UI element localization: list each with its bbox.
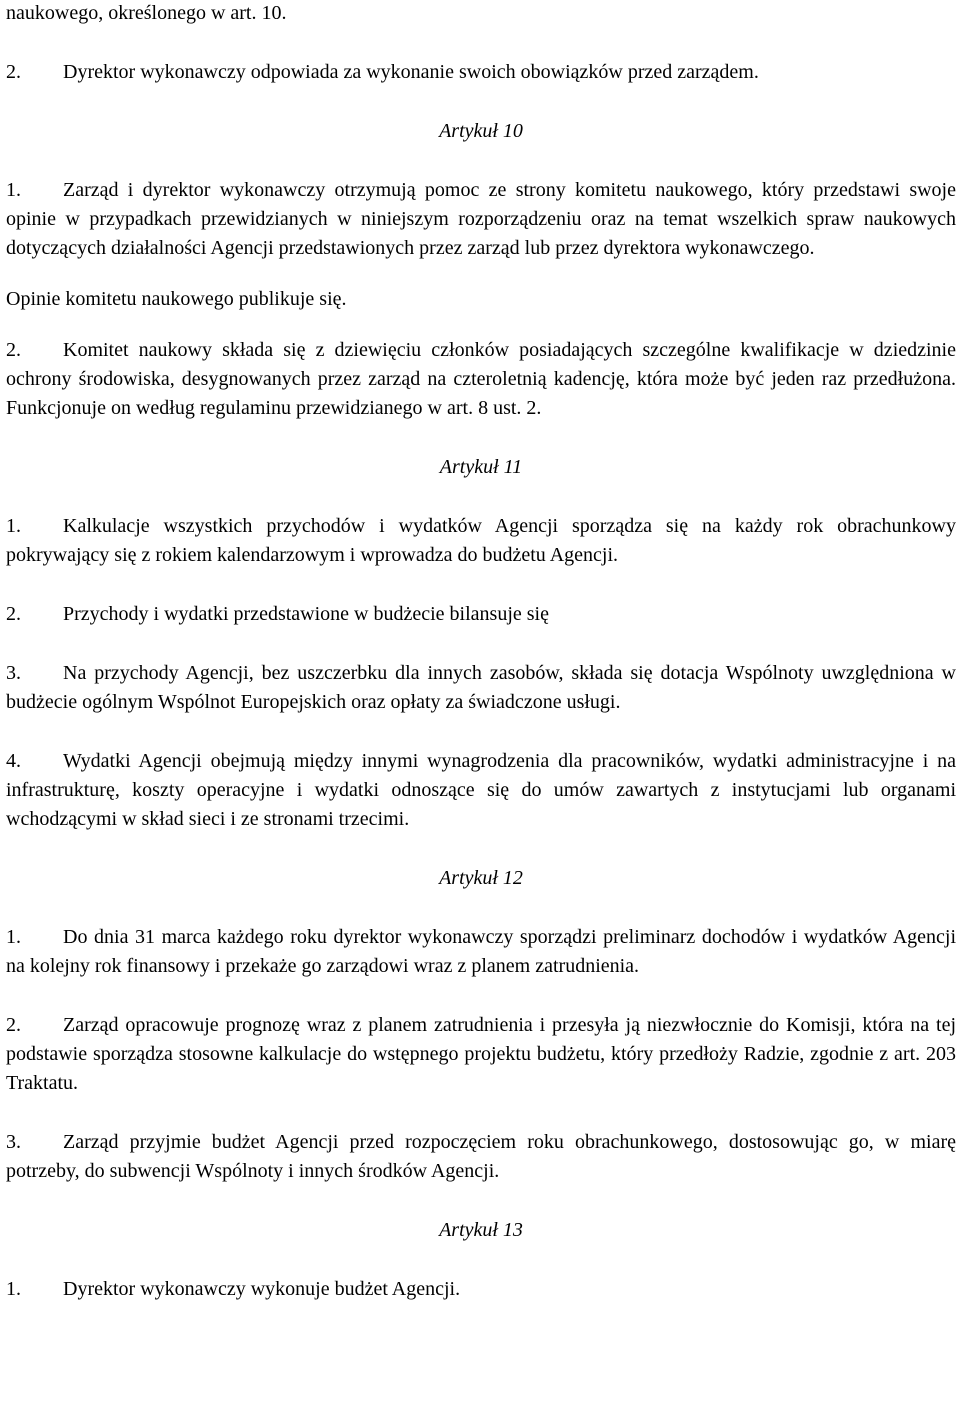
art12-paragraph-3 (6, 1128, 956, 1186)
art13-paragraph-1 (6, 1275, 956, 1304)
paragraph-number: 3. (6, 1131, 21, 1153)
article-13-heading: Artykuł 13 (439, 1219, 523, 1241)
article-10-heading: Artykuł 10 (439, 120, 523, 142)
art12-paragraph-2 (6, 1011, 956, 1098)
art11-paragraph-4 (6, 747, 956, 834)
paragraph-number: 1. (6, 179, 21, 201)
paragraph-text: Przychody i wydatki przedstawione w budżecie bilansuje się (63, 603, 549, 625)
art10-paragraph-2 (6, 336, 956, 423)
paragraph-number: 2. (6, 603, 21, 625)
paragraph-text: Dyrektor wykonawczy odpowiada za wykonanie swoich obowiązków przed zarządem. (63, 61, 759, 83)
paragraph-number: 3. (6, 662, 21, 684)
paragraph-number: 2. (6, 61, 21, 83)
art11-paragraph-2 (6, 600, 956, 629)
paragraph-text: Do dnia 31 marca każdego roku dyrektor wykonawczy sporządzi preliminarz dochodów i wydatków Agencji na kolejny rok finansowy i przekaże go zarządowi wraz z planem zatrudnienia. (6, 926, 956, 977)
art10-paragraph-1 (6, 176, 956, 263)
art11-paragraph-3 (6, 659, 956, 717)
paragraph-text: Opinie komitetu naukowego publikuje się. (6, 288, 347, 310)
paragraph-number: 1. (6, 515, 21, 537)
paragraph-text: Zarząd opracowuje prognozę wraz z planem zatrudnienia i przesyła ją niezwłocznie do Komisji, która na tej podstawie sporządza stosowne kalkulacje do wstępnego projektu budżetu, który przedłoży Radzie, zgodnie z art. 203 Traktatu. (6, 1014, 956, 1094)
paragraph-text: Kalkulacje wszystkich przychodów i wydatków Agencji sporządza się na każdy rok obrachunkowy pokrywający się z rokiem kalendarzowym i wprowadza do budżetu Agencji. (6, 515, 956, 566)
paragraph-number: 4. (6, 750, 21, 772)
paragraph-text: Na przychody Agencji, bez uszczerbku dla innych zasobów, składa się dotacja Wspólnoty uwzględniona w budżecie ogólnym Wspólnot Europejskich oraz opłaty za świadczone usługi. (6, 662, 956, 713)
paragraph-text: Wydatki Agencji obejmują między innymi wynagrodzenia dla pracowników, wydatki administracyjne i na infrastrukturę, koszty operacyjne i wydatki odnoszące się do umów zawartych z instytucjami lub organami wchodzącymi w skład sieci i ze stronami trzecimi. (6, 750, 956, 830)
paragraph-text: Komitet naukowy składa się z dziewięciu członków posiadających szczególne kwalifikacje w dziedzinie ochrony środowiska, desygnowanych przez zarząd na czteroletnią kadencję, która może być jeden raz przedłużona. Funkcjonuje on według regulaminu przewidzianego w art. 8 ust. 2. (6, 339, 956, 419)
paragraph-number: 2. (6, 339, 21, 361)
intro-text: naukowego, określonego w art. 10. (6, 2, 287, 24)
paragraph-text: Zarząd przyjmie budżet Agencji przed rozpoczęciem roku obrachunkowego, dostosowując go, w miarę potrzeby, do subwencji Wspólnoty i innych środków Agencji. (6, 1131, 956, 1182)
article-11-heading: Artykuł 11 (439, 456, 523, 478)
art10-paragraph-1-note (6, 285, 956, 314)
art9-paragraph-2 (6, 58, 956, 87)
article-12-heading: Artykuł 12 (439, 867, 523, 889)
art12-paragraph-1 (6, 923, 956, 981)
document-page (6, 0, 956, 1304)
paragraph-number: 2. (6, 1014, 21, 1036)
intro-line (6, 0, 956, 28)
paragraph-text: Zarząd i dyrektor wykonawczy otrzymują pomoc ze strony komitetu naukowego, który przedstawi swoje opinie w przypadkach przewidzianych w niniejszym rozporządzeniu oraz na temat wszelkich spraw naukowych dotyczących działalności Agencji przedstawionych przez zarząd lub przez dyrektora wykonawczego. (6, 179, 956, 259)
paragraph-number: 1. (6, 1278, 21, 1300)
paragraph-text: Dyrektor wykonawczy wykonuje budżet Agencji. (63, 1278, 461, 1300)
paragraph-number: 1. (6, 926, 21, 948)
art11-paragraph-1 (6, 512, 956, 570)
